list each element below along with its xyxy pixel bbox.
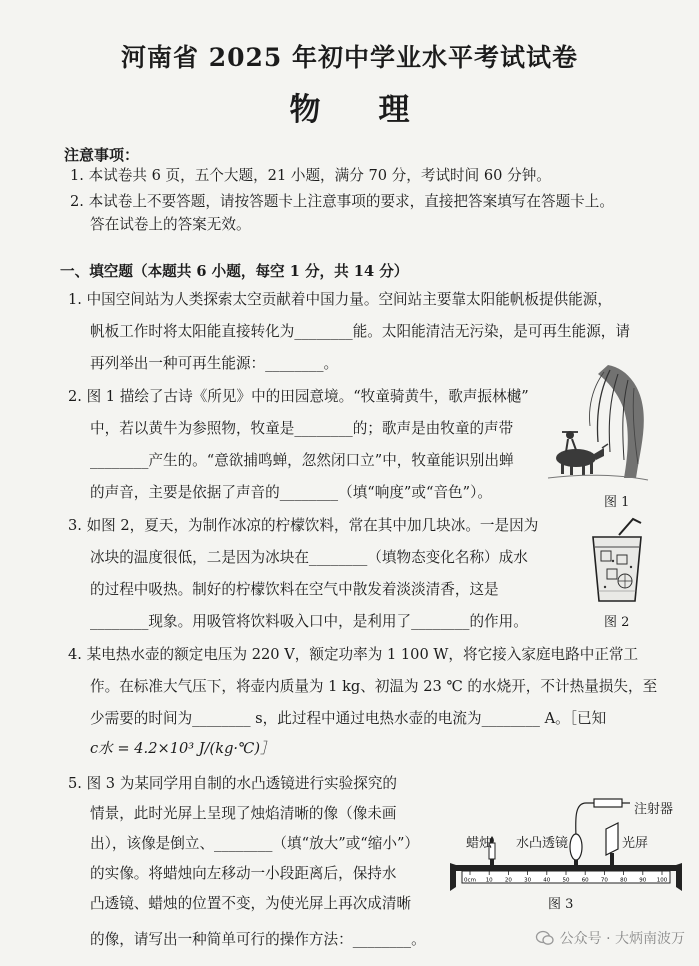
q4-line-1: 4. 某电热水壶的额定电压为 220 V，额定功率为 1 100 W，将它接入家庭电路中正常工 [68,646,639,663]
ruler-tick-label: 40 [543,877,551,884]
wechat-icon [536,930,554,946]
q4-line-4: c水 = 4.2×10³ J/(kg·℃)］ [90,740,275,757]
figure-1-caption: 图 1 [604,495,630,510]
q1-line-3: 再列举出一种可再生能源：________。 [90,355,339,372]
ruler-tick-label: 50 [562,877,570,884]
notice-item-1: 1. 本试卷共 6 页，五个大题，21 小题，满分 70 分，考试时间 60 分钟。 [70,167,551,184]
figure-2-lemon-drink-glass [585,515,655,605]
figure-1-ink-painting [548,360,648,485]
q4-line-2: 作。在标准大气压下，将壶内质量为 1 kg、初温为 23 ℃ 的水烧开，不计热量损失，至 [90,678,658,695]
figure-3-label-lens: 水凸透镜 [516,836,569,851]
ruler-tick-label: 60 [581,877,589,884]
ruler-tick-label: 70 [600,877,608,884]
exam-title: 河南省 2025 年初中学业水平考试试卷 [121,43,578,72]
ruler-tick-label: 20 [504,877,512,884]
figure-3-label-candle: 蜡烛 [466,836,493,851]
watermark-text: 公众号 · 大炳南波万 [559,931,685,947]
subject-title: 物理 [289,92,468,128]
watermark [536,928,685,948]
notice-item-2-line-1: 2. 本试卷上不要答题，请按答题卡上注意事项的要求，直接把答案填写在答题卡上。 [70,193,614,210]
q3-line-1: 3. 如图 2，夏天，为制作冰凉的柠檬饮料，常在其中加几块冰。一是因为 [68,517,539,534]
q2-line-1: 2. 图 1 描绘了古诗《所见》中的田园意境。“牧童骑黄牛，歌声振林樾” [68,388,529,405]
figure-2-caption: 图 2 [604,615,630,630]
ruler-tick-label: 30 [524,877,532,884]
q5-line-4: 的实像。将蜡烛向左移动一小段距离后，保持水 [90,865,397,882]
ruler-tick-label: 80 [620,877,628,884]
ruler-tick-label: 0cm [464,877,476,884]
ruler-tick-label: 10 [485,877,493,884]
q2-line-3: ________产生的。“意欲捕鸣蝉，忽然闭口立”中，牧童能识别出蝉 [90,452,514,469]
q4-line-3: 少需要的时间为________ s，此过程中通过电热水壶的电流为________ A。［已知 [90,710,607,727]
q5-line-2: 情景，此时光屏上呈现了烛焰清晰的像（像未画 [90,805,397,822]
figure-3-label-syringe: 注射器 [634,802,674,817]
notice-item-2-line-2: 答在试卷上的答案无效。 [90,216,251,233]
q2-line-4: 的声音，主要是依据了声音的________（填“响度”或“音色”）。 [90,484,492,501]
ruler-tick-label: 90 [639,877,647,884]
section-heading: 一、填空题（本题共 6 小题，每空 1 分，共 14 分） [60,263,409,280]
q5-line-1: 5. 图 3 为某同学用自制的水凸透镜进行实验探究的 [68,775,398,792]
figure-3-label-screen: 光屏 [622,836,649,851]
q3-line-2: 冰块的温度很低，二是因为冰块在________（填物态变化名称）成水 [90,549,528,566]
q3-line-3: 的过程中吸热。制好的柠檬饮料在空气中散发着淡淡清香，这是 [90,581,499,598]
ruler-tick-label: 100 [656,877,668,884]
q1-line-2: 帆板工作时将太阳能直接转化为________能。太阳能清洁无污染，是可再生能源，请 [90,323,630,340]
q3-line-4: ________现象。用吸管将饮料吸入口中，是利用了________的作用。 [90,613,528,630]
q5-line-3: 出），该像是倒立、________（填“放大”或“缩小”） [90,835,420,852]
q1-line-1: 1. 中国空间站为人类探索太空贡献着中国力量。空间站主要靠太阳能帆板提供能源， [68,291,612,308]
q5-line-5: 凸透镜、蜡烛的位置不变，为使光屏上再次成清晰 [90,895,412,912]
notice-heading: 注意事项： [64,146,140,164]
figure-3-caption: 图 3 [548,897,574,912]
q5-line-6: 的像，请写出一种简单可行的操作方法：________。 [90,931,426,948]
q2-line-2: 中，若以黄牛为参照物，牧童是________的；歌声是由牧童的声带 [90,420,514,437]
